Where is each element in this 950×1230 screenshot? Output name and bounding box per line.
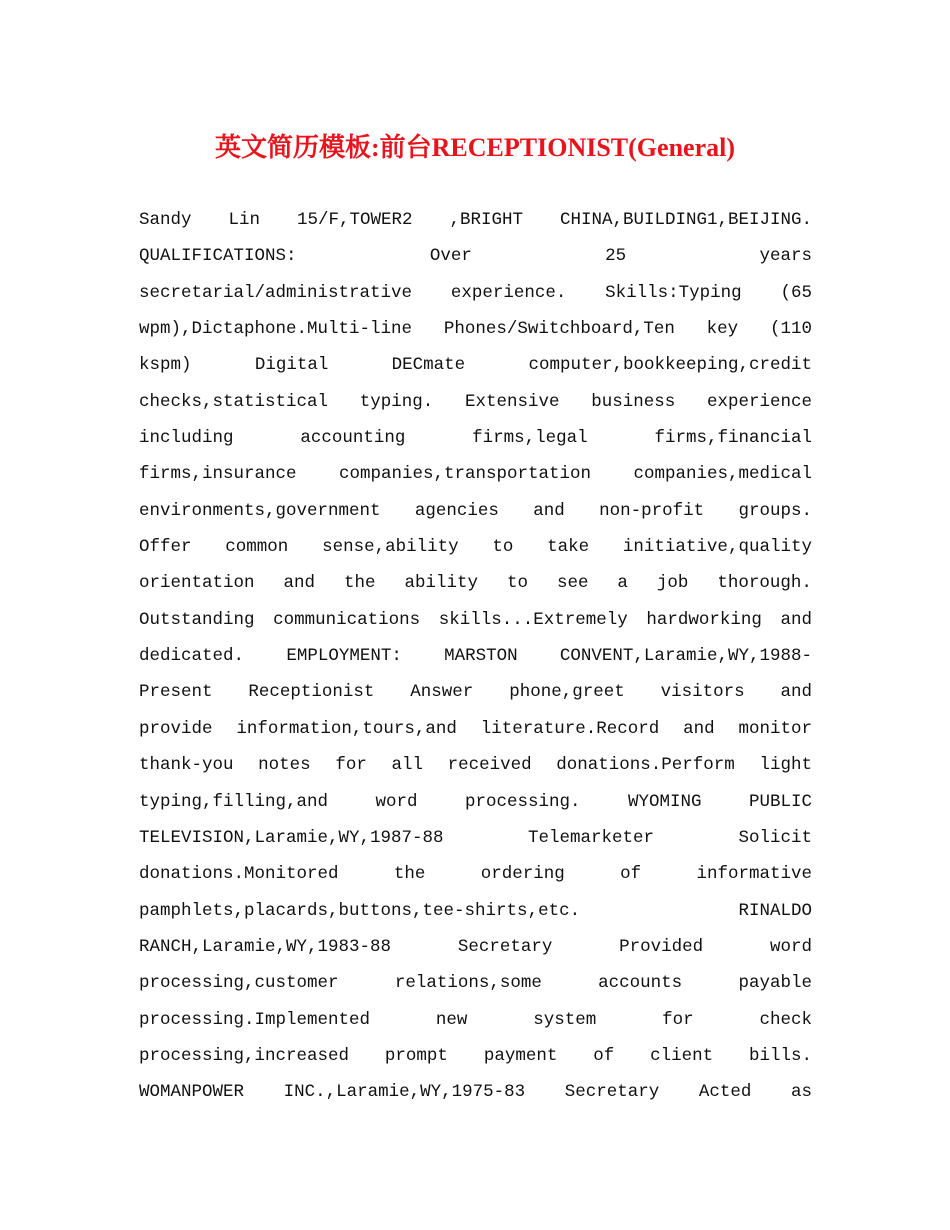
word: Telemarketer [528,827,655,848]
word: word [769,936,812,957]
word: the [343,573,376,594]
word: system [533,1009,597,1030]
text-line [139,929,812,965]
word: Phones/Switchboard,Ten [443,319,675,340]
word: of [593,1045,615,1066]
text-line [139,238,812,274]
word: light [759,755,812,776]
word: for [662,1009,694,1030]
word: Lin [228,210,260,230]
word: the [393,864,426,885]
word: orientation [139,573,255,594]
word: to [506,573,528,594]
word: typing. [359,391,434,412]
word: companies,medical [633,464,812,485]
word: a [617,573,628,594]
text-line [139,202,812,238]
word: 25 [605,246,627,267]
word: of [620,864,642,885]
word: information,tours,and [236,718,457,739]
word: monitor [738,718,812,739]
word: TELEVISION,Laramie,WY,1987-88 [139,827,444,848]
word: initiative,quality [622,537,812,558]
text-line [139,275,812,311]
text-line [139,711,812,747]
word: and [683,718,715,739]
word: visitors [660,682,745,703]
word: Solicit [738,827,812,848]
word: 15/F,TOWER2 [296,210,413,230]
word: wpm),Dictaphone.Multi-line [139,319,413,340]
word: bills. [748,1045,812,1066]
word: skills...Extremely [438,609,628,630]
word: business [591,391,676,412]
word: (65 [780,282,812,303]
word: hardworking [646,609,762,630]
word: firms,legal [472,428,588,449]
word: Extensive [464,391,560,412]
word: kspm) [139,355,192,376]
word: Over [429,246,472,267]
word: EMPLOYMENT: [286,646,402,667]
word: Offer [139,537,192,558]
word: WOMANPOWER [139,1082,245,1103]
word: for [335,755,367,776]
word: accounts [598,973,683,994]
text-line [139,384,812,420]
word: firms,insurance [139,464,297,485]
word: agencies [414,500,499,521]
word: groups. [738,500,812,521]
word: provide [139,718,213,739]
word: experience. [450,282,567,303]
word: CHINA,BUILDING1,BEIJING. [559,210,812,230]
word: processing,increased [139,1045,350,1066]
document-title: 英文简历模板:前台RECEPTIONIST(General) [214,133,735,162]
text-line [139,784,812,820]
text-line [139,493,812,529]
document-body [139,202,812,1111]
text-line [139,674,812,710]
text-line [139,1002,812,1038]
word: new [435,1009,468,1030]
word: thorough. [717,573,812,594]
word: processing. [464,791,581,812]
word: and [283,573,316,594]
word: Acted [698,1082,752,1103]
word: RINALDO [738,900,812,921]
word: payable [738,973,812,994]
text-line [139,747,812,783]
text-line [139,856,812,892]
text-line [139,638,812,674]
word: payment [483,1045,558,1066]
word: firms,financial [654,428,812,449]
text-line [139,311,812,347]
word: prompt [384,1045,448,1066]
word: checks,statistical [139,391,329,412]
word: computer,bookkeeping,credit [528,355,812,376]
word: typing,filling,and [139,791,329,812]
word: Receptionist [248,682,375,703]
word: secretarial/administrative [139,282,413,303]
word: take [547,537,590,558]
word: Secretary [564,1082,660,1103]
word: relations,some [394,973,542,994]
text-line [139,1038,812,1074]
word: literature.Record [480,718,660,739]
word: PUBLIC [748,791,812,812]
word: Digital [254,355,329,376]
word: word [375,791,418,812]
word: notes [258,755,311,776]
word: non-profit [599,500,705,521]
word: thank-you [139,755,234,776]
word: WYOMING [627,791,702,812]
word: accounting [300,428,406,449]
word: see [556,573,589,594]
word: common [225,537,289,558]
word: informative [696,864,812,885]
word: pamphlets,placards,buttons,tee-shirts,etc. [139,900,581,921]
word: donations.Perform [556,755,735,776]
text-line [139,347,812,383]
text-line [139,565,812,601]
text-line [139,529,812,565]
word: as [790,1082,812,1103]
word: DECmate [391,355,466,376]
word: years [759,246,812,267]
word: client [650,1045,714,1066]
text-line [139,893,812,929]
word: processing.Implemented [139,1009,371,1030]
word: phone,greet [509,682,625,703]
word: job [656,573,689,594]
word: RANCH,Laramie,WY,1983-88 [139,936,392,957]
word: communications [273,609,421,630]
text-line [139,602,812,638]
word: donations.Monitored [139,864,339,885]
word: key [706,319,739,340]
word: environments,government [139,500,381,521]
text-line [139,820,812,856]
word: companies,transportation [338,464,592,485]
word: Answer [410,682,474,703]
word: ability [404,573,478,594]
word: including [139,428,234,449]
word: check [759,1009,812,1030]
word: Sandy [139,210,192,230]
word: and [780,609,812,630]
word: Provided [619,936,704,957]
word: experience [706,391,812,412]
word: MARSTON [444,646,518,667]
word: ordering [480,864,565,885]
word: Secretary [457,936,553,957]
word: INC.,Laramie,WY,1975-83 [283,1082,526,1103]
word: dedicated. [139,646,245,667]
text-line [139,456,812,492]
word: (110 [769,319,812,340]
word: ,BRIGHT [449,210,523,230]
word: received [447,755,532,776]
word: and [533,500,565,521]
word: processing,customer [139,973,339,994]
word: sense,ability [322,537,459,558]
word: to [492,537,514,558]
text-line [139,965,812,1001]
word: QUALIFICATIONS: [139,246,297,267]
text-line [139,420,812,456]
word: Present [139,682,213,703]
word: and [780,682,812,703]
text-line [139,1074,812,1110]
word: CONVENT,Laramie,WY,1988- [559,646,812,667]
word: Outstanding [139,609,255,630]
word: all [391,755,423,776]
word: Skills:Typing [605,282,742,303]
